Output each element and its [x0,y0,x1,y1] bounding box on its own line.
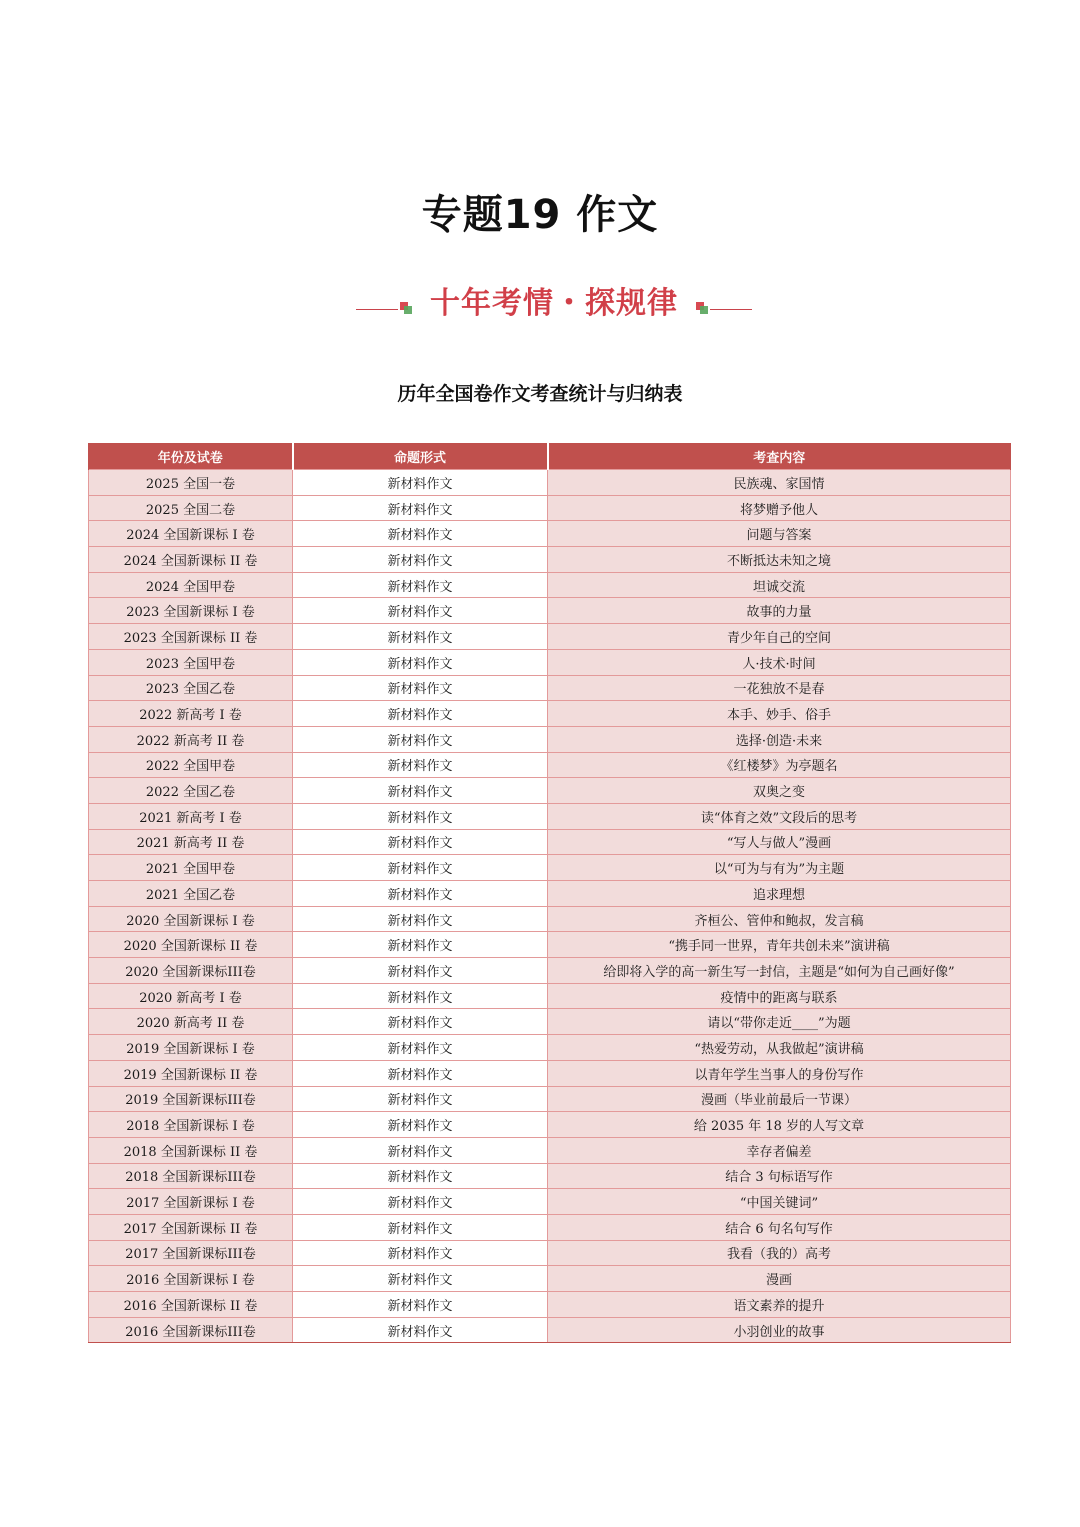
cell-content: 结合 3 句标语写作 [548,1163,1011,1189]
cell-content: 民族魂、家国情 [548,470,1011,496]
cell-format: 新材料作文 [293,675,548,701]
cell-format: 新材料作文 [293,881,548,907]
cell-content: 问题与答案 [548,521,1011,547]
table-row [89,598,1011,624]
cell-content: 坦诚交流 [548,572,1011,598]
cell-format: 新材料作文 [293,470,548,496]
table-row [89,1292,1011,1318]
cell-format: 新材料作文 [293,521,548,547]
table-row [89,1163,1011,1189]
table-row [89,855,1011,881]
cell-format: 新材料作文 [293,701,548,727]
cell-format: 新材料作文 [293,572,548,598]
cell-format: 新材料作文 [293,803,548,829]
table-row [89,1266,1011,1292]
table-row [89,1035,1011,1061]
cell-format: 新材料作文 [293,1137,548,1163]
cell-content: 一花独放不是春 [548,675,1011,701]
cell-format: 新材料作文 [293,1214,548,1240]
header-format: 命题形式 [293,443,548,470]
cell-year-paper: 2020 全国新课标 II 卷 [89,932,293,958]
cell-format: 新材料作文 [293,495,548,521]
cell-format: 新材料作文 [293,906,548,932]
cell-format: 新材料作文 [293,624,548,650]
cell-format: 新材料作文 [293,649,548,675]
table-row [89,1086,1011,1112]
cell-format: 新材料作文 [293,547,548,573]
cell-format: 新材料作文 [293,1292,548,1318]
cell-content: 追求理想 [548,881,1011,907]
table-row [89,726,1011,752]
cell-content: 漫画 [548,1266,1011,1292]
cell-year-paper: 2019 全国新课标 I 卷 [89,1035,293,1061]
cell-year-paper: 2021 新高考 II 卷 [89,829,293,855]
table-row [89,1112,1011,1138]
banner-square-left-icon [400,302,412,314]
table-row [89,624,1011,650]
cell-year-paper: 2025 全国一卷 [89,470,293,496]
cell-format: 新材料作文 [293,1060,548,1086]
cell-format: 新材料作文 [293,829,548,855]
cell-content: 齐桓公、管仲和鲍叔，发言稿 [548,906,1011,932]
cell-year-paper: 2016 全国新课标 II 卷 [89,1292,293,1318]
cell-content: “写人与做人”漫画 [548,829,1011,855]
banner-line-left [356,309,398,310]
section-banner [356,278,752,324]
cell-year-paper: 2024 全国甲卷 [89,572,293,598]
cell-format: 新材料作文 [293,958,548,984]
header-content: 考查内容 [548,443,1011,470]
table-row [89,1214,1011,1240]
table-row [89,803,1011,829]
cell-content: 以“可为与有为”为主题 [548,855,1011,881]
cell-year-paper: 2023 全国新课标 II 卷 [89,624,293,650]
cell-content: 选择·创造·未来 [548,726,1011,752]
cell-year-paper: 2022 全国甲卷 [89,752,293,778]
header-year-paper: 年份及试卷 [89,443,293,470]
cell-year-paper: 2020 全国新课标 I 卷 [89,906,293,932]
banner-line-right [710,309,752,310]
cell-content: “中国关键词” [548,1189,1011,1215]
cell-format: 新材料作文 [293,1266,548,1292]
table-row [89,495,1011,521]
cell-year-paper: 2022 新高考 I 卷 [89,701,293,727]
table-row [89,752,1011,778]
table-row [89,547,1011,573]
table-row [89,1009,1011,1035]
cell-format: 新材料作文 [293,1163,548,1189]
cell-year-paper: 2023 全国乙卷 [89,675,293,701]
table-row [89,778,1011,804]
table-row [89,983,1011,1009]
cell-content: 故事的力量 [548,598,1011,624]
table-row [89,1317,1011,1343]
cell-year-paper: 2021 全国乙卷 [89,881,293,907]
cell-year-paper: 2024 全国新课标 II 卷 [89,547,293,573]
page-title: 专题19 作文 [421,192,659,238]
table-header-row [89,443,1011,470]
cell-content: 人·技术·时间 [548,649,1011,675]
cell-year-paper: 2024 全国新课标 I 卷 [89,521,293,547]
table-row [89,958,1011,984]
table-row [89,701,1011,727]
cell-year-paper: 2021 全国甲卷 [89,855,293,881]
cell-year-paper: 2017 全国新课标III卷 [89,1240,293,1266]
cell-content: 给 2035 年 18 岁的人写文章 [548,1112,1011,1138]
cell-format: 新材料作文 [293,1035,548,1061]
cell-content: 幸存者偏差 [548,1137,1011,1163]
table-row [89,1189,1011,1215]
cell-year-paper: 2021 新高考 I 卷 [89,803,293,829]
table-body [89,470,1011,1343]
cell-content: 小羽创业的故事 [548,1317,1011,1343]
cell-format: 新材料作文 [293,752,548,778]
cell-content: 青少年自己的空间 [548,624,1011,650]
cell-year-paper: 2025 全国二卷 [89,495,293,521]
table-row [89,572,1011,598]
cell-year-paper: 2016 全国新课标 I 卷 [89,1266,293,1292]
cell-year-paper: 2019 全国新课标III卷 [89,1086,293,1112]
cell-year-paper: 2016 全国新课标III卷 [89,1317,293,1343]
cell-year-paper: 2022 新高考 II 卷 [89,726,293,752]
cell-content: 以青年学生当事人的身份写作 [548,1060,1011,1086]
cell-year-paper: 2020 新高考 II 卷 [89,1009,293,1035]
cell-content: 双奥之变 [548,778,1011,804]
cell-content: 语文素养的提升 [548,1292,1011,1318]
cell-year-paper: 2023 全国甲卷 [89,649,293,675]
cell-year-paper: 2018 全国新课标 II 卷 [89,1137,293,1163]
banner-text: 十年考情・探规律 [430,286,678,321]
cell-content: 疫情中的距离与联系 [548,983,1011,1009]
cell-year-paper: 2019 全国新课标 II 卷 [89,1060,293,1086]
banner-square-right-icon [696,302,708,314]
table-row [89,1240,1011,1266]
table-row [89,881,1011,907]
table-row [89,829,1011,855]
table-row [89,675,1011,701]
cell-format: 新材料作文 [293,1240,548,1266]
cell-format: 新材料作文 [293,1112,548,1138]
cell-content: 漫画（毕业前最后一节课） [548,1086,1011,1112]
essay-stats-table [88,443,1011,1343]
cell-format: 新材料作文 [293,726,548,752]
table-row [89,470,1011,496]
cell-format: 新材料作文 [293,1189,548,1215]
cell-year-paper: 2023 全国新课标 I 卷 [89,598,293,624]
cell-year-paper: 2017 全国新课标 I 卷 [89,1189,293,1215]
cell-year-paper: 2017 全国新课标 II 卷 [89,1214,293,1240]
cell-format: 新材料作文 [293,855,548,881]
table-row [89,649,1011,675]
cell-content: “携手同一世界，青年共创未来”演讲稿 [548,932,1011,958]
table-title: 历年全国卷作文考查统计与归纳表 [397,383,683,405]
cell-year-paper: 2018 全国新课标 I 卷 [89,1112,293,1138]
cell-content: 给即将入学的高一新生写一封信，主题是“如何为自己画好像” [548,958,1011,984]
cell-format: 新材料作文 [293,1009,548,1035]
cell-content: “热爱劳动，从我做起”演讲稿 [548,1035,1011,1061]
cell-year-paper: 2020 全国新课标III卷 [89,958,293,984]
table-row [89,932,1011,958]
cell-format: 新材料作文 [293,598,548,624]
cell-content: 请以“带你走近____”为题 [548,1009,1011,1035]
cell-content: 不断抵达未知之境 [548,547,1011,573]
cell-year-paper: 2020 新高考 I 卷 [89,983,293,1009]
cell-year-paper: 2018 全国新课标III卷 [89,1163,293,1189]
table-row [89,521,1011,547]
cell-content: 本手、妙手、俗手 [548,701,1011,727]
cell-content: 读“体育之效”文段后的思考 [548,803,1011,829]
cell-content: 《红楼梦》为亭题名 [548,752,1011,778]
cell-content: 结合 6 句名句写作 [548,1214,1011,1240]
table-row [89,1137,1011,1163]
table-row [89,1060,1011,1086]
cell-format: 新材料作文 [293,1086,548,1112]
cell-content: 将梦赠予他人 [548,495,1011,521]
cell-format: 新材料作文 [293,778,548,804]
cell-year-paper: 2022 全国乙卷 [89,778,293,804]
table-row [89,906,1011,932]
cell-content: 我看（我的）高考 [548,1240,1011,1266]
cell-format: 新材料作文 [293,983,548,1009]
cell-format: 新材料作文 [293,932,548,958]
cell-format: 新材料作文 [293,1317,548,1343]
